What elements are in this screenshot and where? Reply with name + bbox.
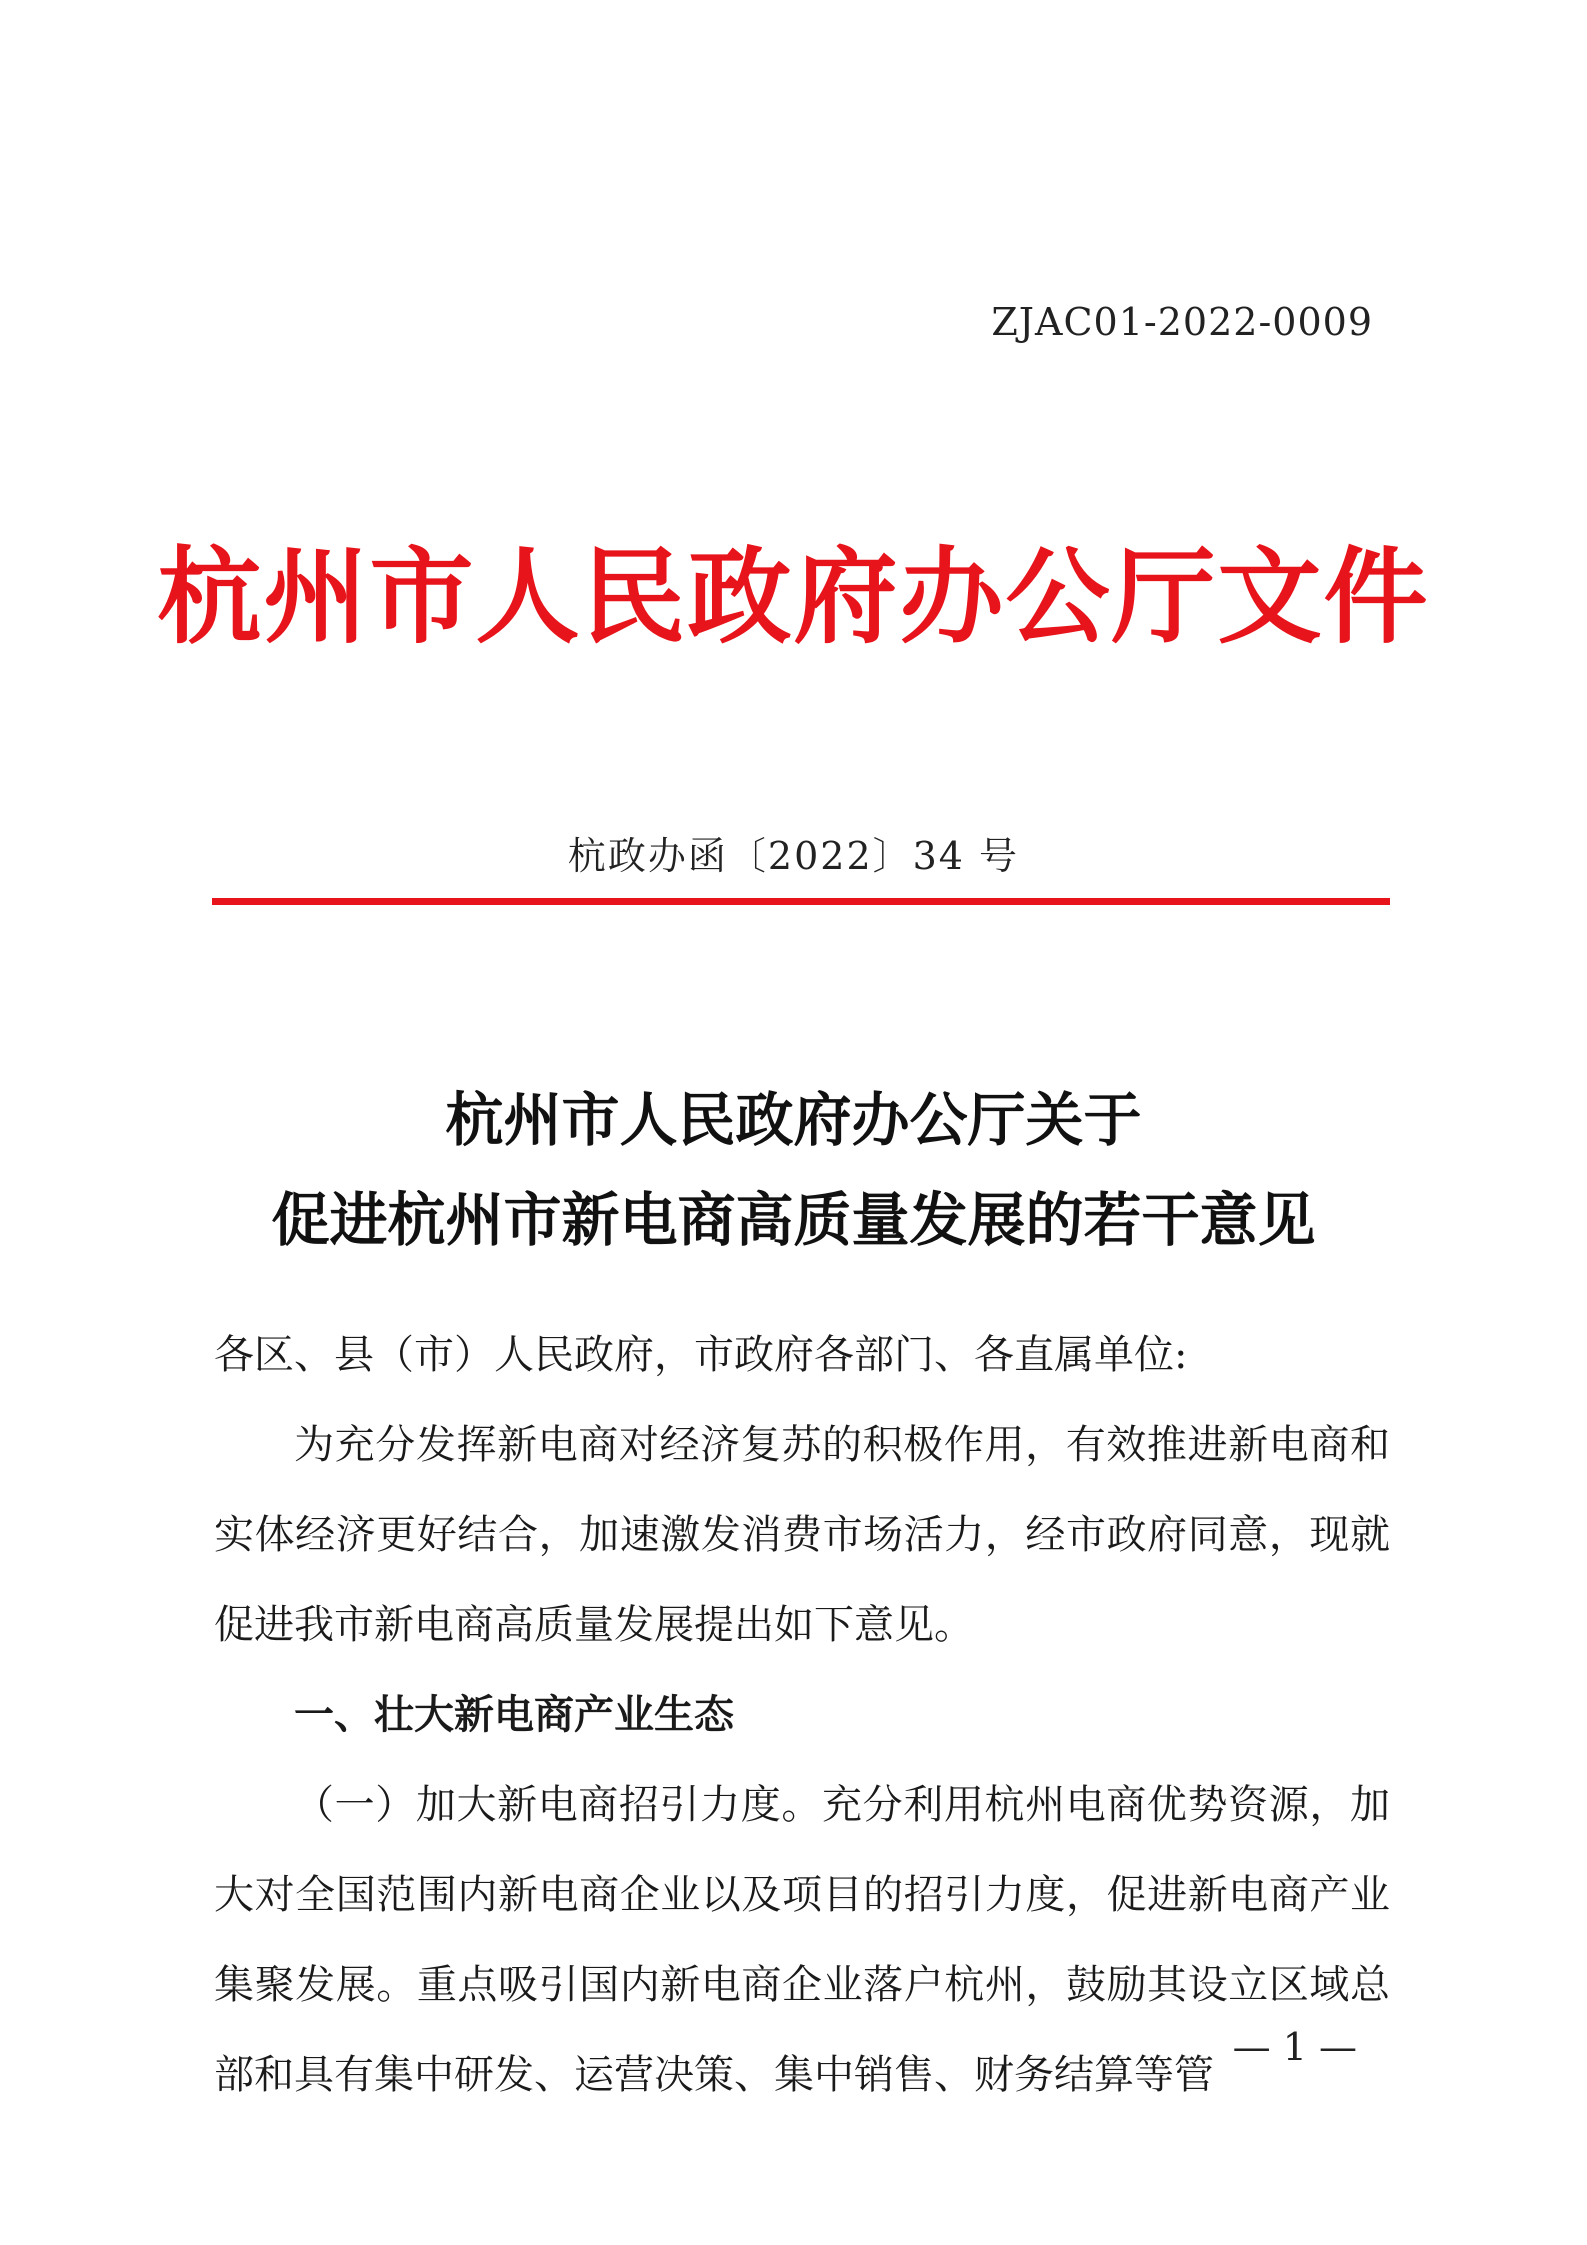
document-body — [214, 1310, 1390, 2120]
masthead-title: 杭州市人民政府办公厅文件 — [157, 536, 1430, 658]
page-number: — 1 — — [1232, 2025, 1357, 2069]
document-title — [0, 1070, 1587, 1270]
document-code: ZJAC01-2022-0009 — [991, 300, 1373, 344]
document-number: 杭政办函〔2022〕34 号 — [567, 834, 1020, 878]
item-paragraph-1: （一）加大新电商招引力度。充分利用杭州电商优势资源，加大对全国范围内新电商企业以及项目的招引力度，促进新电商产业集聚发展。重点吸引国内新电商企业落户杭州，鼓励其设立区域总部和具有集中研发、运营决策、集中销售、财务结算等管 — [214, 1782, 1390, 2098]
title-line-1: 杭州市人民政府办公厅关于 — [445, 1086, 1142, 1154]
salutation: 各区、县（市）人民政府，市政府各部门、各直属单位: — [214, 1332, 1188, 1378]
intro-paragraph: 为充分发挥新电商对经济复苏的积极作用，有效推进新电商和实体经济更好结合，加速激发消费市场活力，经市政府同意，现就促进我市新电商高质量发展提出如下意见。 — [214, 1422, 1390, 1648]
section-heading-1: 一、壮大新电商产业生态 — [294, 1692, 734, 1738]
title-line-2: 促进杭州市新电商高质量发展的若干意见 — [271, 1186, 1316, 1254]
red-divider-rule — [212, 898, 1390, 905]
